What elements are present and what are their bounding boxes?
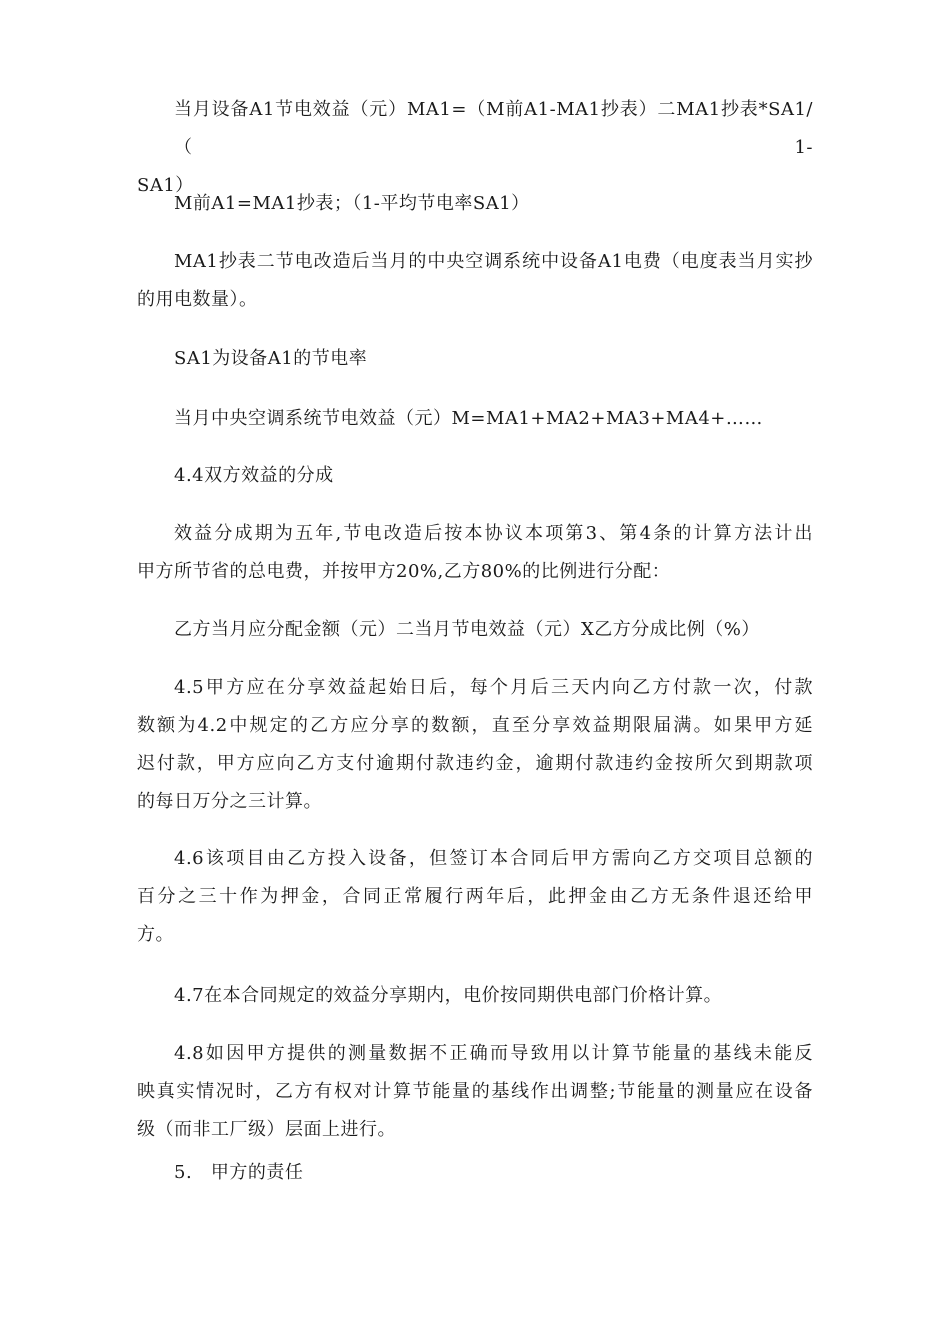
paragraph-line: 4.8如因甲方提供的测量数据不正确而导致用以计算节能量的基线未能反 [174, 1043, 813, 1064]
paragraph-ma1-definition [137, 243, 813, 319]
paragraph-4-5 [137, 669, 813, 821]
section-heading-4-4 [137, 457, 813, 495]
paragraph-line: 迟付款，甲方应向乙方支付逾期付款违约金，逾期付款违约金按所欠到期款项 [137, 753, 813, 774]
paragraph-line: 百分之三十作为押金，合同正常履行两年后，此押金由乙方无条件退还给甲 [137, 886, 813, 907]
paragraph-line: 4.6该项目由乙方投入设备，但签订本合同后甲方需向乙方交项目总额的 [174, 848, 813, 869]
paragraph-line: 4.5甲方应在分享效益起始日后，每个月后三天内向乙方付款一次，付款 [174, 677, 813, 698]
paragraph-line: SA1） [137, 175, 194, 196]
paragraph-line: MA1抄表二节电改造后当月的中央空调系统中设备A1电费（电度表当月实抄 [174, 251, 813, 272]
paragraph-allocation-formula [137, 611, 813, 649]
paragraph-line: 映真实情况时，乙方有权对计算节能量的基线作出调整;节能量的测量应在设备 [137, 1081, 813, 1102]
paragraph-line: 乙方当月应分配金额（元）二当月节电效益（元）X乙方分成比例（%） [174, 619, 760, 640]
paragraph-total-benefit [137, 400, 813, 438]
paragraph-line: 方。 [137, 924, 174, 945]
paragraph-line: 效益分成期为五年,节电改造后按本协议本项第3、第4条的计算方法计出 [174, 523, 813, 544]
paragraph-sa1-definition [137, 340, 813, 378]
paragraph-sharing-period [137, 515, 813, 591]
paragraph-line: 4.7在本合同规定的效益分享期内，电价按同期供电部门价格计算。 [174, 985, 723, 1006]
paragraph-line: 甲方所节省的总电费，并按甲方20%,乙方80%的比例进行分配： [137, 561, 671, 582]
paragraph-line: 4.4双方效益的分成 [174, 465, 334, 486]
paragraph-4-7 [137, 977, 813, 1015]
paragraph-line: SA1为设备A1的节电率 [174, 348, 368, 369]
paragraph-line: 的用电数量）。 [137, 289, 258, 310]
section-heading-5 [137, 1154, 813, 1192]
paragraph-line: 当月中央空调系统节电效益（元）M=MA1+MA2+MA3+MA4+…… [174, 408, 763, 429]
paragraph-4-8 [137, 1035, 813, 1149]
paragraph-line: 数额为4.2中规定的乙方应分享的数额，直至分享效益期限届满。如果甲方延 [137, 715, 813, 736]
paragraph-line: 当月设备A1节电效益（元）MA1=（M前A1-MA1抄表）二MA1抄表*SA1/（1- [174, 99, 813, 158]
paragraph-4-6 [137, 840, 813, 954]
paragraph-line: M前A1=MA1抄表；（1-平均节电率SA1） [174, 193, 530, 214]
paragraph-line: 5. 甲方的责任 [174, 1162, 304, 1183]
paragraph-formula-m-before [137, 185, 813, 223]
paragraph-line: 的每日万分之三计算。 [137, 791, 322, 812]
paragraph-line: 级（而非工厂级）层面上进行。 [137, 1119, 396, 1140]
